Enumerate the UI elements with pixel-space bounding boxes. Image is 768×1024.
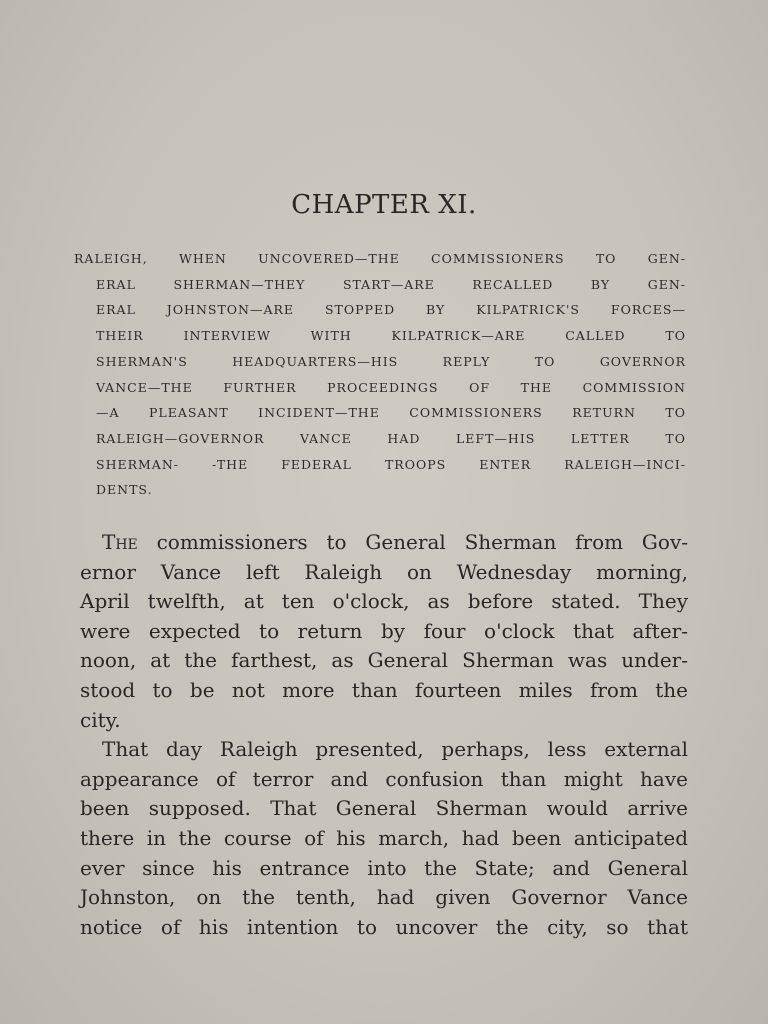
synopsis-line: SHERMAN- -THE FEDERAL TROOPS ENTER RALEIGH—INCI- <box>96 456 686 472</box>
synopsis-line: SHERMAN'S HEADQUARTERS—HIS REPLY TO GOVERNOR <box>96 353 686 369</box>
paragraph-line: notice of his intention to uncover the city, so that <box>80 914 688 939</box>
synopsis-line: ERAL JOHNSTON—ARE STOPPED BY KILPATRICK'S FORCES— <box>96 302 686 318</box>
paragraph-line: city. <box>80 707 121 732</box>
paragraph <box>80 528 688 735</box>
paragraph-line: noon, at the farthest, as General Sherman was under- <box>80 648 688 673</box>
synopsis-line: ERAL SHERMAN—THEY START—ARE RECALLED BY GEN- <box>96 276 686 292</box>
paragraph-line-text: commissioners to General Sherman from Gov- <box>137 530 688 554</box>
paragraph-line <box>80 528 688 558</box>
lead-word: The <box>102 530 138 554</box>
paragraph-line: April twelfth, at ten o'clock, as before stated. They <box>80 589 688 614</box>
paragraph <box>80 735 688 942</box>
synopsis-line: THEIR INTERVIEW WITH KILPATRICK—ARE CALLED TO <box>96 328 686 344</box>
synopsis-line: DENTS. <box>96 482 153 498</box>
chapter-title: CHAPTER XI. <box>291 190 477 220</box>
paragraph-line: were expected to return by four o'clock that after- <box>80 618 688 643</box>
paragraph-line: Johnston, on the tenth, had given Governor Vance <box>80 885 688 910</box>
paragraph-line: appearance of terror and confusion than might have <box>80 766 688 791</box>
synopsis-line: —A PLEASANT INCIDENT—THE COMMISSIONERS RETURN TO <box>96 405 686 421</box>
synopsis-line: RALEIGH—GOVERNOR VANCE HAD LEFT—HIS LETTER TO <box>96 430 686 446</box>
paragraph-line: ever since his entrance into the State; and General <box>80 855 688 880</box>
paragraph-line: That day Raleigh presented, perhaps, less external <box>102 737 688 762</box>
synopsis-line: VANCE—THE FURTHER PROCEEDINGS OF THE COMMISSION <box>96 379 686 395</box>
chapter-synopsis <box>74 246 686 503</box>
paragraph-line: ernor Vance left Raleigh on Wednesday morning, <box>80 559 688 584</box>
paragraph-line: been supposed. That General Sherman would arrive <box>80 796 688 821</box>
body-text <box>80 528 688 942</box>
paragraph-line: there in the course of his march, had been anticipated <box>80 825 688 850</box>
synopsis-line: RALEIGH, WHEN UNCOVERED—THE COMMISSIONERS TO GEN- <box>74 251 686 266</box>
paragraph-line: stood to be not more than fourteen miles from the <box>80 677 688 702</box>
